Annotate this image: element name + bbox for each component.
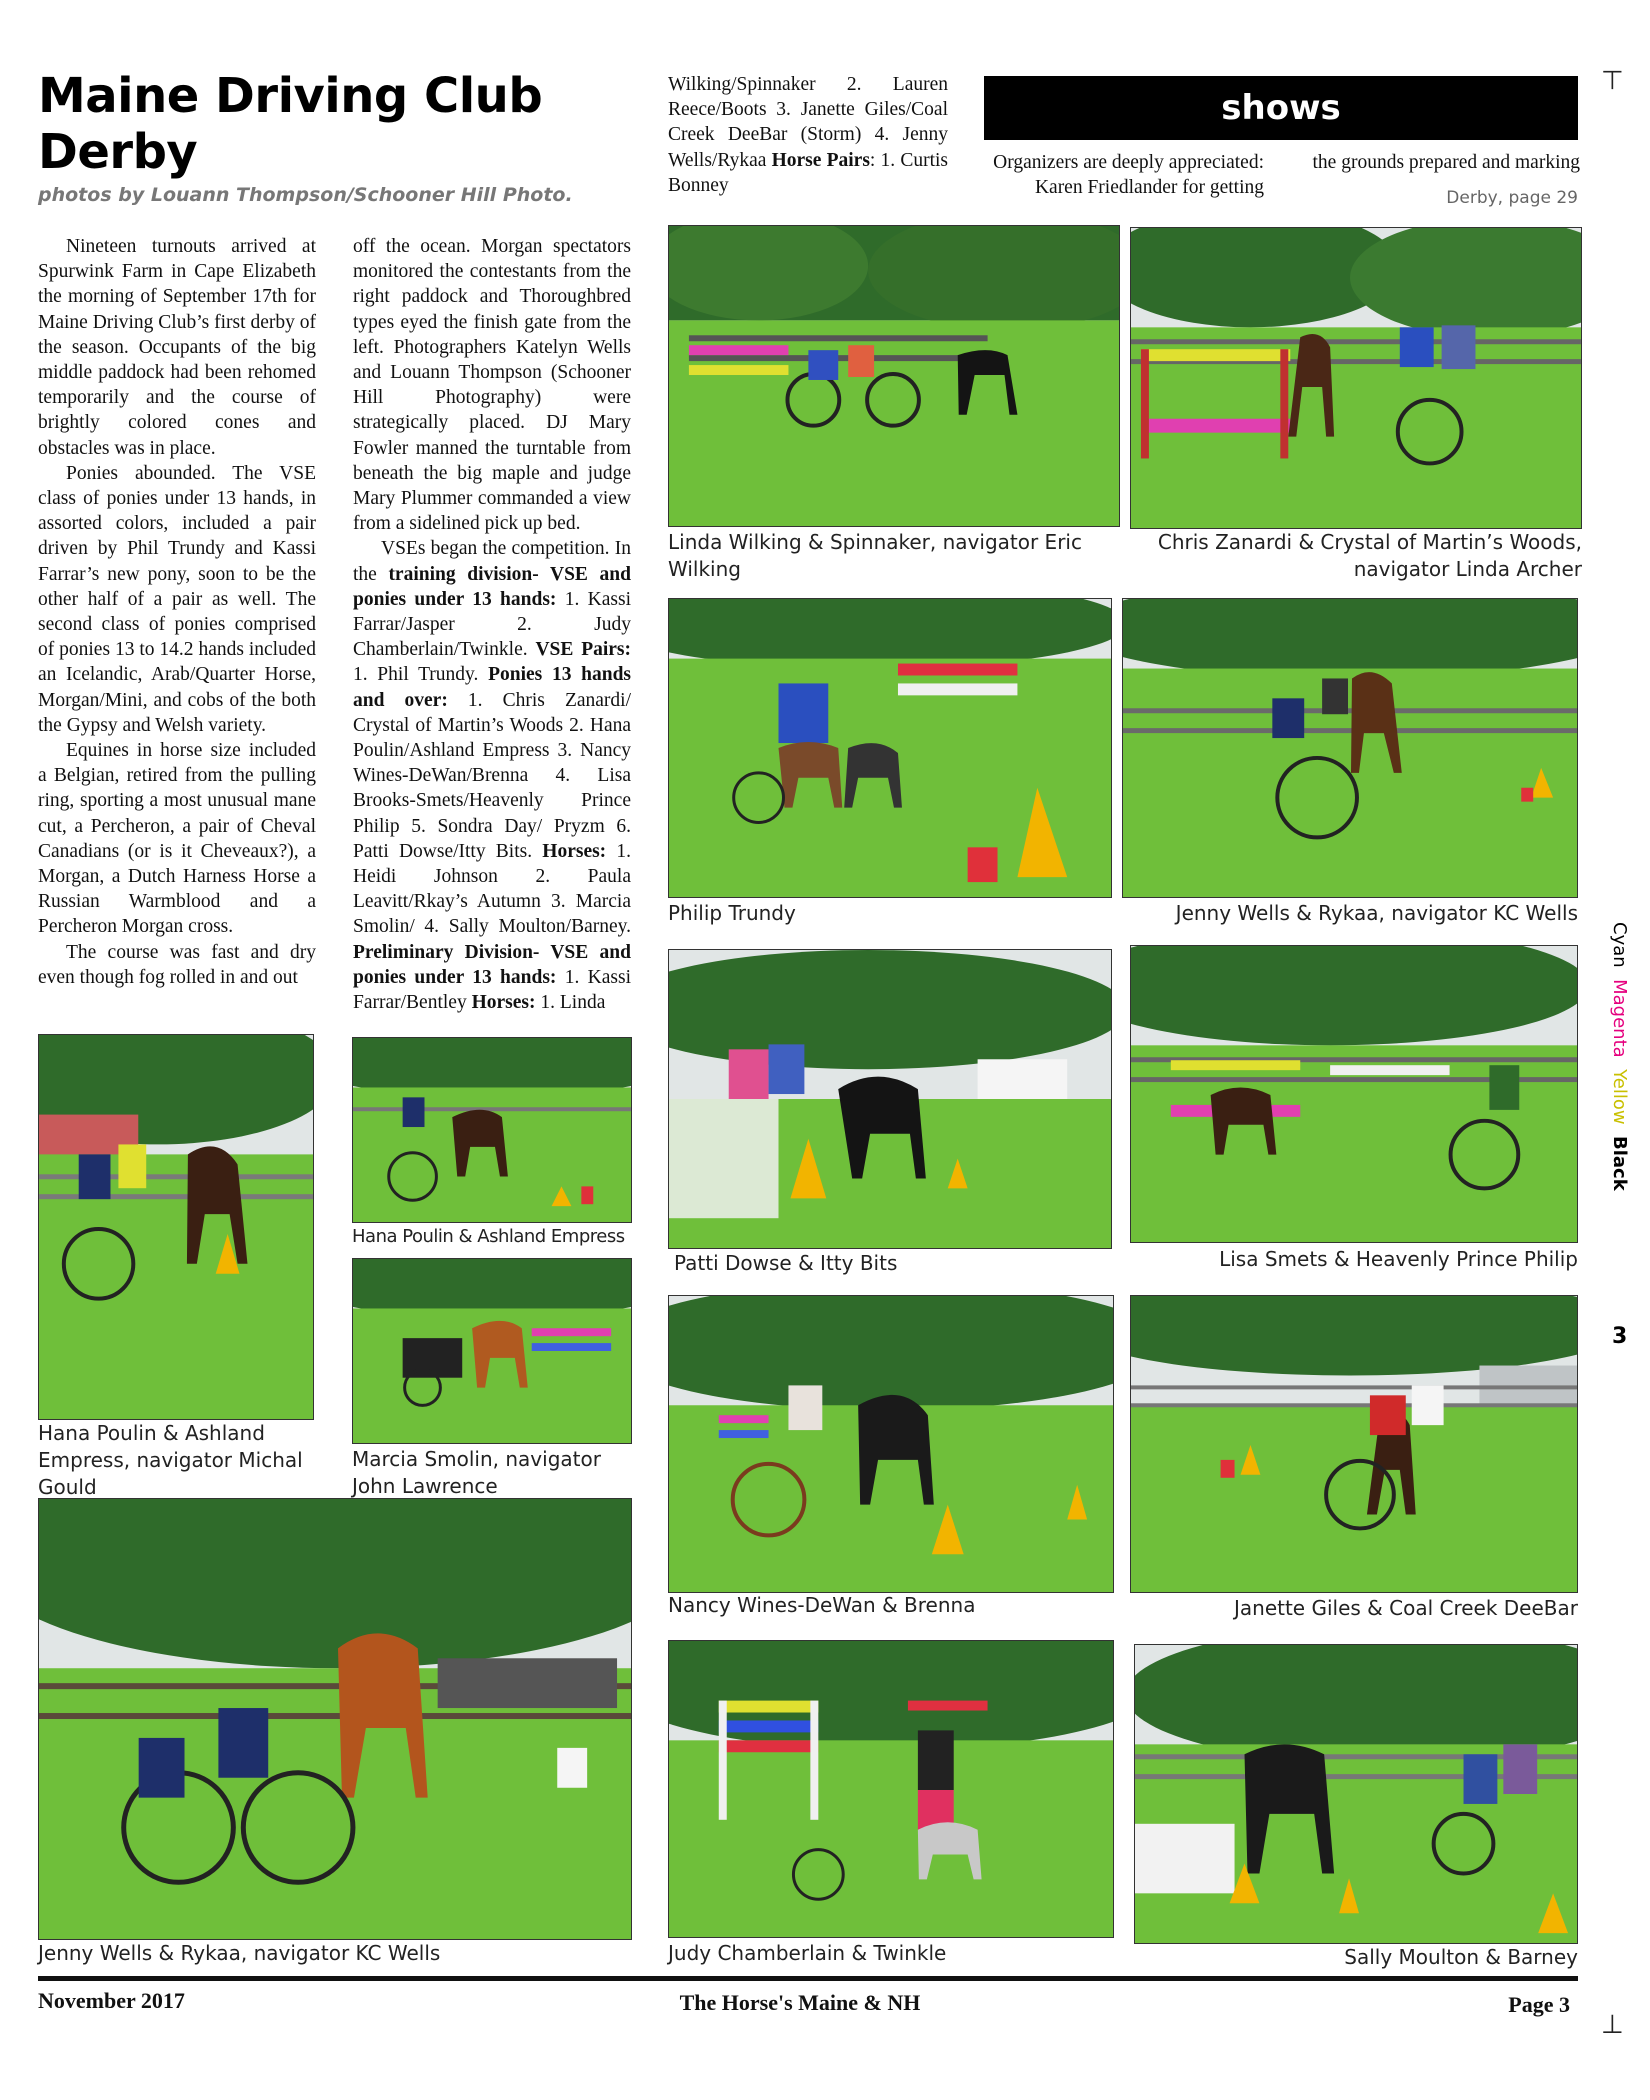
paragraph-3: Equines in horse size included a Belgian, retired from the pulling ring, sporting a most unusual mane cut, a Percheron, a pair of Cheval Canadians (or is it Cheveaux?), a Morgan, a Dutch Harness Horse a Russian Warmblood and a Percheron Morgan cross. (38, 740, 316, 938)
article-column-1 (38, 234, 316, 990)
photo-linda-wilking (668, 225, 1120, 527)
photo-jenny-wells-2 (38, 1498, 632, 1940)
caption-janette-giles: Janette Giles & Coal Creek DeeBar (1233, 1596, 1578, 1620)
color-label-yellow: Yellow (1609, 1069, 1630, 1125)
section-banner: shows (984, 76, 1578, 140)
side-page-number: 3 (1612, 1324, 1628, 1349)
article-title-line-2: Derby (38, 124, 198, 180)
photo-hana-poulin-small (352, 1037, 632, 1223)
color-bar (1609, 922, 1630, 1191)
caption-hana-poulin-small: Hana Poulin & Ashland Empress (352, 1226, 625, 1247)
paragraph-2: Ponies abounded. The VSE class of ponies under 13 hands, in assorted colors, included a pair driven by Phil Trundy and Kassi Farrar’s new pony, soon to be the other half of a pair as well. The second class of ponies comprised of ponies 13 to 14.2 hands included an Icelandic, Arab/Quarter Horse, Morgan/Mini, and cobs of the both the Gypsy and Welsh variety. (38, 462, 316, 736)
photo-jenny-wells-1 (1122, 598, 1578, 898)
photo-patti-dowse (668, 949, 1112, 1249)
photo-nancy-wines-dewan (668, 1295, 1114, 1593)
caption-lisa-smets: Lisa Smets & Heavenly Prince Philip (1219, 1247, 1578, 1271)
caption-jenny-wells-2: Jenny Wells & Rykaa, navigator KC Wells (38, 1941, 441, 1965)
paragraph-4: The course was fast and dry even though fog rolled in and out (38, 941, 316, 988)
caption-linda-wilking: Linda Wilking & Spinnaker, navigator Eric Wilking (668, 530, 1082, 581)
registration-mark-bottom: ⊥ (1601, 2010, 1624, 2040)
photo-janette-giles (1130, 1295, 1578, 1593)
photo-sally-moulton (1134, 1644, 1578, 1944)
photo-judy-chamberlain (668, 1640, 1114, 1938)
footer-date: November 2017 (38, 1988, 185, 2013)
caption-sally-moulton: Sally Moulton & Barney (1344, 1945, 1578, 1969)
color-label-magenta: Magenta (1609, 979, 1630, 1058)
photo-credit: photos by Louann Thompson/Schooner Hill Photo. (38, 184, 573, 206)
caption-jenny-wells-1: Jenny Wells & Rykaa, navigator KC Wells (1175, 901, 1578, 925)
caption-chris-zanardi: Chris Zanardi & Crystal of Martin’s Woods, navigator Linda Archer (1157, 530, 1582, 581)
photo-philip-trundy (668, 598, 1112, 898)
color-label-cyan: Cyan (1609, 922, 1630, 968)
photo-hana-poulin-large (38, 1034, 314, 1420)
shows-text-b: the grounds prepared and marking (1312, 152, 1580, 173)
continued-notice: Derby, page 29 (1446, 188, 1578, 208)
article-title (38, 68, 638, 180)
caption-hana-poulin-large: Hana Poulin & Ashland Empress, navigator Michal Gould (38, 1421, 303, 1499)
registration-mark-top: ⊤ (1601, 66, 1624, 96)
article-column-2 (353, 234, 631, 1015)
caption-nancy-wines-dewan: Nancy Wines-DeWan & Brenna (668, 1593, 976, 1617)
caption-judy-chamberlain: Judy Chamberlain & Twinkle (668, 1941, 947, 1965)
footer-page: Page 3 (1508, 1992, 1570, 2017)
photo-lisa-smets (1130, 945, 1578, 1243)
caption-patti-dowse: Patti Dowse & Itty Bits (674, 1251, 898, 1275)
footer-rule (38, 1976, 1578, 1981)
shows-text-a: Organizers are deeply appreciated: Karen Friedlander for getting (993, 152, 1264, 199)
paragraph-5: off the ocean. Morgan spectators monitored the contestants from the right paddock and Thoroughbred types eyed the finish gate from the left. Photographers Katelyn Wells and Louann Thompson (Schooner Hill Photography) were strategically placed. DJ Mary Fowler manned the turntable from beneath the big maple and judge Mary Plummer commanded a view from a sidelined pick up bed. (353, 236, 631, 535)
article-title-line-1: Maine Driving Club (38, 68, 543, 124)
article-column-3 (668, 72, 948, 198)
caption-philip-trundy: Philip Trundy (668, 901, 796, 925)
footer-publication: The Horse's Maine & NH (679, 1990, 921, 2015)
paragraph-1: Nineteen turnouts arrived at Spurwink Farm in Cape Elizabeth the morning of September 17th for Maine Driving Club’s first derby of the season. Occupants of the big middle paddock had been rehomed temporarily and the course of brightly colored cones and obstacles was in place. (38, 236, 316, 459)
results-continued: Wilking/Spinnaker 2. Lauren Reece/Boots 3. Janette Giles/Coal Creek DeeBar (Storm) 4. Jenny Wells/Rykaa Horse Pairs: 1. Curtis Bonney (668, 74, 948, 196)
photo-chris-zanardi (1130, 227, 1582, 529)
color-label-black: Black (1609, 1136, 1630, 1191)
results-paragraph: VSEs began the competition. In the training division- VSE and ponies under 13 hands: 1. Kassi Farrar/Jasper 2. Judy Chamberlain/Twinkle. VSE Pairs: 1. Phil Trundy. Ponies 13 hands and over: 1. Chris Zanardi/ Crystal of Martin’s Woods 2. Hana Poulin/Ashland Empress 3. Nancy Wines-DeWan/Brenna 4. Lisa Brooks-Smets/Heavenly Prince Philip 5. Sondra Day/ Pryzm 6. Patti Dowse/Itty Bits. Horses: 1. Heidi Johnson 2. Paula Leavitt/Rkay’s Autumn 3. Marcia Smolin/ 4. Sally Moulton/Barney. Preliminary Division- VSE and ponies under 13 hands: 1. Kassi Farrar/Bentley Horses: 1. Linda (353, 538, 632, 1014)
caption-marcia-smolin: Marcia Smolin, navigator John Lawrence (352, 1447, 601, 1498)
photo-marcia-smolin (352, 1258, 632, 1444)
